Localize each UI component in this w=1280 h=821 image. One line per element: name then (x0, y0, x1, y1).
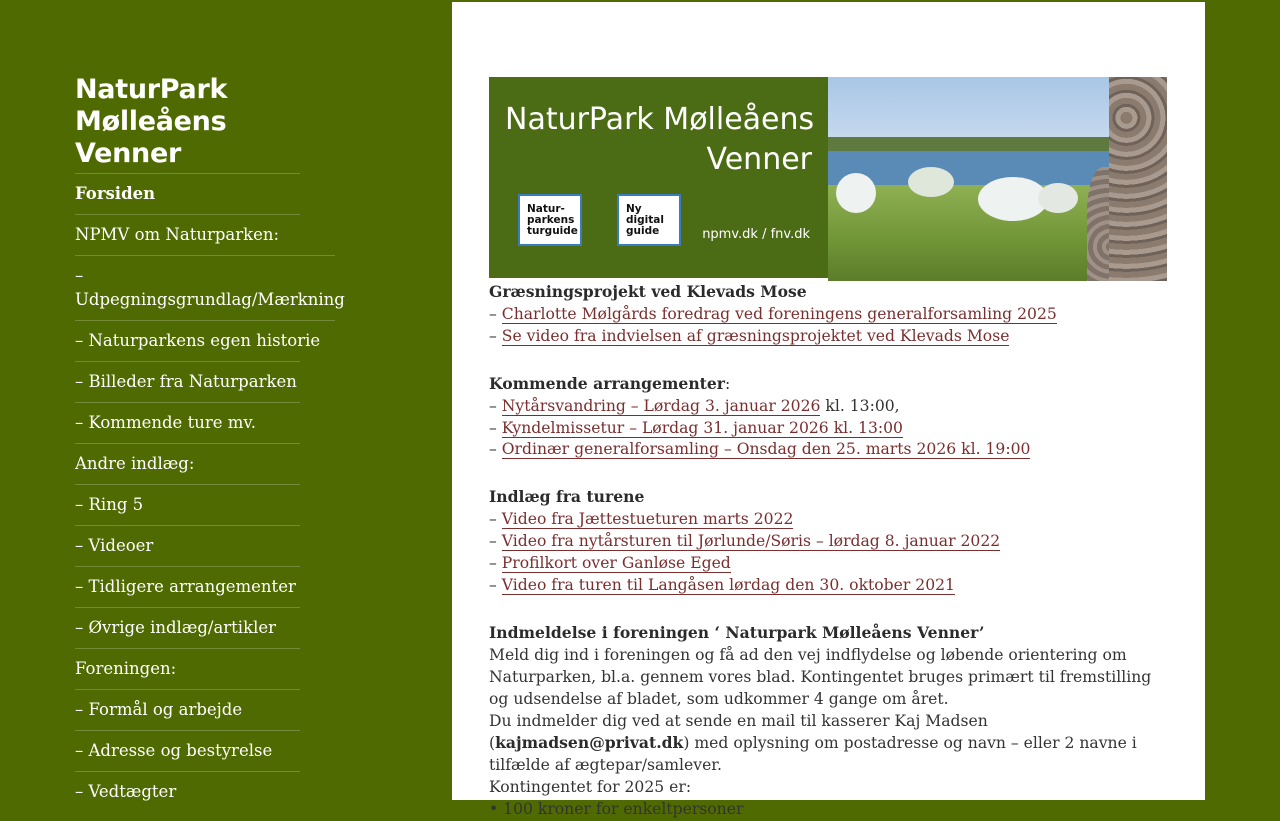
menu-link[interactable]: – Billeder fra Naturparken (75, 372, 297, 391)
menu-link[interactable]: – Udpegningsgrundlag/Mærkning (75, 266, 345, 309)
site-title[interactable] (75, 74, 300, 170)
menu-item-oevrige[interactable] (75, 607, 300, 648)
site-title-line: NaturPark (75, 74, 228, 105)
menu-link[interactable]: – Formål og arbejde (75, 700, 243, 719)
membership-text: Meld dig ind i foreningen og få ad den vej indflydelse og løbende orientering om Naturparken, bl.a. gennem vores blad. Kontingentet bruges primært til fremstilling og udsendelse af bladet, som udkommer 4 gange om året. (489, 645, 1152, 708)
article (489, 77, 1169, 821)
menu-link[interactable]: Foreningen: (75, 659, 177, 678)
banner-title-line1: NaturPark Mølleåens (505, 102, 815, 137)
banner-url: npmv.dk / fnv.dk (702, 227, 810, 242)
menu-link[interactable]: – Kommende ture mv. (75, 413, 256, 432)
menu-item-adresse[interactable] (75, 730, 300, 771)
main-content-panel (452, 2, 1205, 819)
menu-link[interactable]: Andre indlæg: (75, 454, 195, 473)
menu-link[interactable]: – Vedtægter (75, 782, 177, 801)
event-link-generalforsamling[interactable]: Ordinær generalforsamling – Onsdag den 25. marts 2026 kl. 19:00 (501, 440, 1031, 459)
menu-item-ture[interactable] (75, 402, 300, 443)
event-row: – Kyndelmissetur – Lørdag 31. januar 2026 kl. 13:00 (489, 418, 903, 437)
trip-row: – Video fra turen til Langåsen lørdag den 30. oktober 2021 (489, 575, 955, 594)
photo-tree (836, 173, 876, 213)
trip-profile-link[interactable]: Profilkort over Ganløse Eged (501, 554, 731, 573)
menu-item-andre[interactable] (75, 443, 300, 484)
menu-link[interactable]: – Adresse og bestyrelse (75, 741, 273, 760)
menu-item-foreningen[interactable] (75, 648, 300, 689)
menu-item-udpegning[interactable] (75, 255, 345, 320)
badge-text: guide (626, 225, 660, 237)
trip-video-link[interactable]: Video fra nytårsturen til Jørlunde/Søris – lørdag 8. januar 2022 (501, 532, 1001, 551)
event-link-kyndelmisse[interactable]: Kyndelmissetur – Lørdag 31. januar 2026 kl. 13:00 (501, 418, 903, 437)
grazing-link-row: – Charlotte Mølgårds foredrag ved foreningens generalforsamling 2025 (489, 304, 1057, 323)
menu-link[interactable]: – Ring 5 (75, 495, 144, 514)
menu-item-formaal[interactable] (75, 689, 300, 730)
grazing-lecture-link[interactable]: Charlotte Mølgårds foredrag ved foreningens generalforsamling 2025 (501, 304, 1057, 323)
sidebar (75, 74, 345, 812)
badge-text: parkens (527, 214, 575, 226)
menu-item-ring5[interactable] (75, 484, 300, 525)
grazing-video-link[interactable]: Se video fra indvielsen af græsningsprojektet ved Klevads Mose (501, 326, 1010, 345)
menu-item-videoer[interactable] (75, 525, 300, 566)
grazing-heading: Græsningsprojekt ved Klevads Mose (489, 282, 807, 301)
trip-video-link[interactable]: Video fra turen til Langåsen lørdag den 30. oktober 2021 (501, 575, 955, 594)
fee-text: Kontingentet for 2025 er: (489, 778, 692, 797)
menu-link[interactable]: – Tidligere arrangementer (75, 577, 296, 596)
menu-link[interactable]: – Øvrige indlæg/artikler (75, 618, 277, 637)
site-title-line: Venner (75, 138, 182, 169)
menu-item-historie[interactable] (75, 320, 335, 361)
photo-tree (1038, 183, 1078, 213)
menu-link[interactable]: – Videoer (75, 536, 154, 555)
photo-stone-wall (1109, 77, 1167, 281)
membership-heading: Indmeldelse i foreningen ‘ Naturpark Mølleåens Venner’ (489, 622, 985, 642)
site-title-line: Mølleåens (75, 106, 227, 137)
badge-text: Natur- (527, 203, 565, 215)
menu-link[interactable]: NPMV om Naturparken: (75, 225, 280, 244)
trips-heading: Indlæg fra turene (489, 487, 645, 507)
digital-guide-badge[interactable] (617, 194, 681, 246)
treasurer-email: kajmadsen@privat.dk (495, 733, 684, 753)
badge-text: Ny (626, 203, 642, 215)
trip-row: – Profilkort over Ganløse Eged (489, 554, 731, 573)
menu-item-forsiden[interactable] (75, 173, 300, 214)
event-row: – Nytårsvandring – Lørdag 3. januar 2026 kl. 13:00, (489, 396, 900, 415)
menu-item-tidligere[interactable] (75, 566, 300, 607)
events-heading: Kommende arrangementer: (489, 373, 731, 393)
menu-item-billeder[interactable] (75, 361, 300, 402)
banner-title-line2: Venner (706, 142, 812, 177)
trip-video-link[interactable]: Video fra Jættestueturen marts 2022 (501, 510, 794, 529)
landscape-photo (828, 77, 1167, 281)
banner-logo-panel (489, 77, 828, 278)
event-row: – Ordinær generalforsamling – Onsdag den 25. marts 2026 kl. 19:00 (489, 440, 1031, 459)
badge-text: turguide (527, 225, 578, 237)
menu-link[interactable]: – Naturparkens egen historie (75, 331, 321, 350)
header-banner (489, 77, 1167, 281)
badge-text: digital (626, 214, 664, 226)
menu-item-npmv[interactable] (75, 214, 300, 255)
photo-tree (908, 167, 954, 197)
trip-row: – Video fra Jættestueturen marts 2022 (489, 510, 794, 529)
menu-link[interactable]: Forsiden (75, 184, 156, 203)
fee-item: • 100 kroner for enkeltpersoner (489, 800, 744, 819)
event-link-nytaar[interactable]: Nytårsvandring – Lørdag 3. januar 2026 (501, 396, 821, 415)
membership-instructions: Du indmelder dig ved at sende en mail til kasserer Kaj Madsen (kajmadsen@privat.dk) med oplysning om postadresse og navn – eller 2 navne i tilfælde af ægtepar/samlever. (489, 711, 1137, 775)
turguide-badge[interactable] (518, 194, 582, 246)
grazing-link-row: – Se video fra indvielsen af græsningsprojektet ved Klevads Mose (489, 326, 1010, 345)
trip-row: – Video fra nytårsturen til Jørlunde/Søris – lørdag 8. januar 2022 (489, 532, 1001, 551)
menu-item-vedtaegter[interactable] (75, 771, 300, 812)
main-menu (75, 173, 345, 812)
